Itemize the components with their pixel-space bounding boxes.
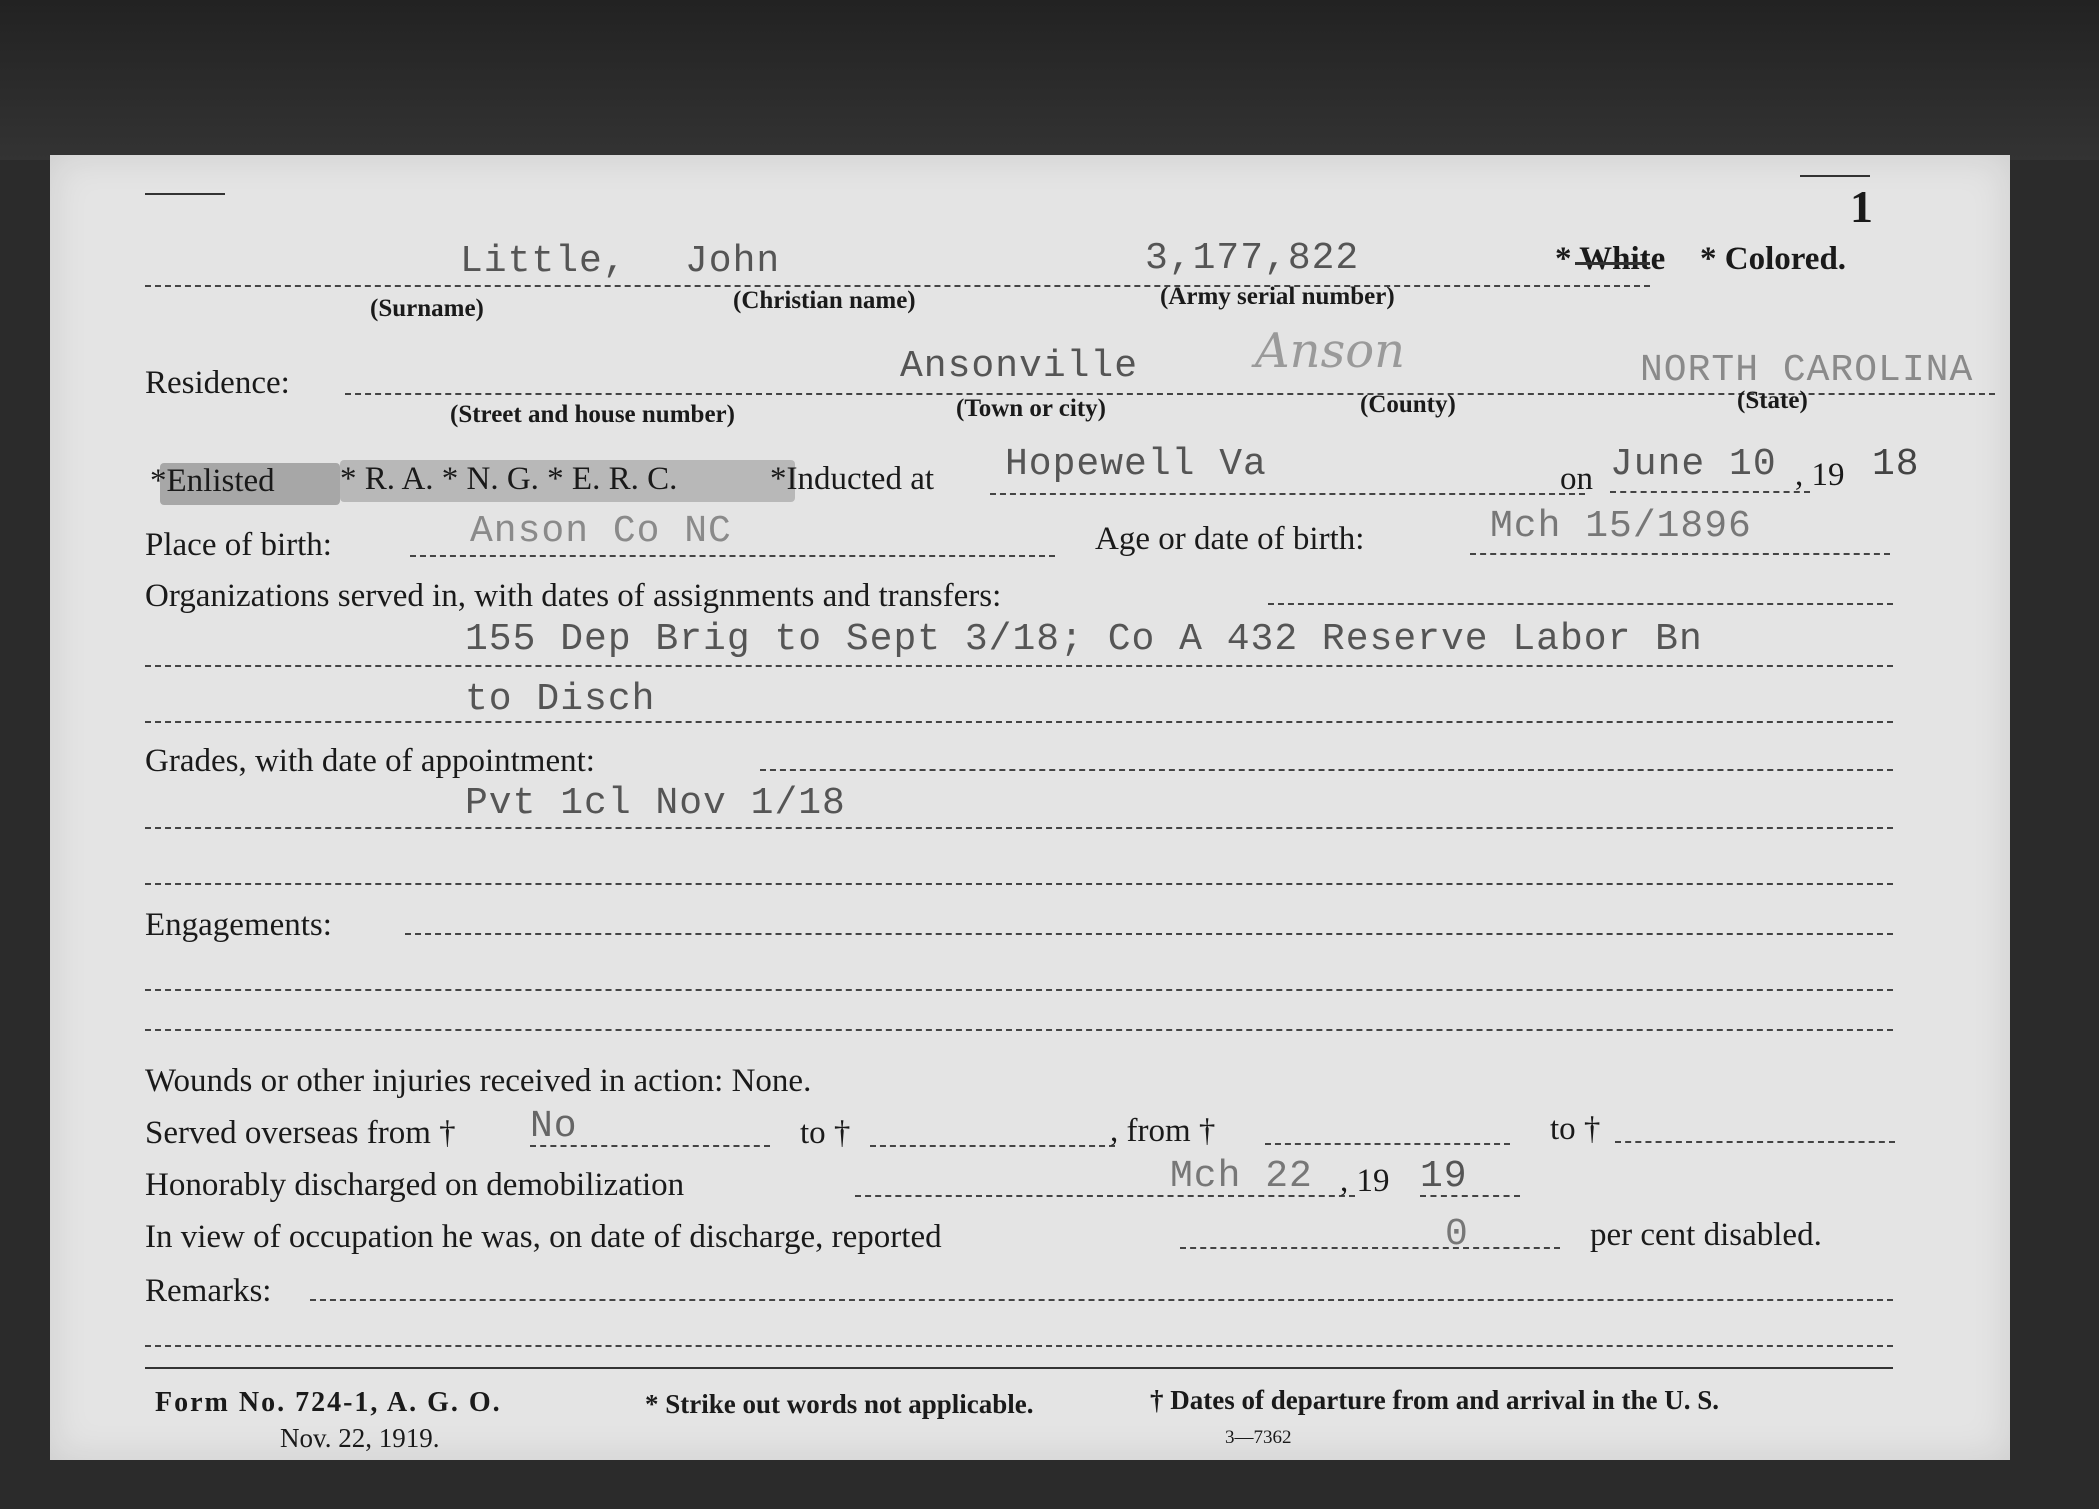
on-label: on [1560,461,1593,497]
residence-label: Residence: [145,365,290,401]
discharge-year-prefix: , 19 [1340,1163,1390,1199]
overseas-line-1 [530,1145,770,1147]
grades-line-1 [145,827,1893,829]
discharge-date-value: Mch 22 [1170,1155,1313,1198]
inducted-at-value: Hopewell Va [1005,443,1267,486]
disability-suffix: per cent disabled. [1590,1217,1822,1253]
record-card [50,155,2010,1460]
serial-number-value: 3,177,822 [1145,237,1360,280]
county-caption: (County) [1360,391,1456,418]
top-left-rule [145,193,225,195]
strike-note: * Strike out words not applicable. [645,1389,1034,1419]
card-number-rule [1800,175,1870,177]
grades-label: Grades, with date of appointment: [145,743,595,779]
serial-number-caption: (Army serial number) [1160,283,1395,310]
remarks-line-1 [310,1299,1893,1301]
christian-name-caption: (Christian name) [733,287,916,314]
residence-county-value: Anson [1255,323,1406,379]
race-white-strike [1575,262,1650,265]
discharge-year-value: 19 [1420,1155,1468,1198]
disability-label: In view of occupation he was, on date of discharge, reported [145,1219,942,1255]
disability-value: 0 [1445,1213,1469,1256]
discharge-label: Honorably discharged on demobilization [145,1167,685,1203]
inducted-line [990,493,1585,495]
enlisted-label: *Enlisted [150,463,275,499]
town-caption: (Town or city) [956,395,1106,422]
grades-value: Pvt 1cl Nov 1/18 [465,782,846,825]
age-label: Age or date of birth: [1095,521,1365,557]
footer-rule [145,1367,1893,1369]
overseas-line-4 [1615,1141,1895,1143]
induction-date-value: June 10 [1610,443,1777,486]
remarks-line-2 [145,1345,1893,1347]
age-line [1470,553,1890,555]
dates-note: † Dates of departure from and arrival in the U. S. [1150,1385,1719,1415]
place-of-birth-label: Place of birth: [145,527,332,563]
disability-line [1180,1247,1560,1249]
engagements-label: Engagements: [145,907,332,943]
place-of-birth-value: Anson Co NC [470,510,732,553]
induction-date-line [1610,491,1810,493]
overseas-to-2: to † [1550,1111,1601,1147]
state-caption: (State) [1737,387,1808,414]
overseas-from-2: , from † [1110,1113,1216,1149]
engagements-line-0 [405,933,1893,935]
grades-line-0 [760,769,1893,771]
card-number: 1 [1850,181,1873,232]
overseas-label: Served overseas from † [145,1115,456,1151]
surname-caption: (Surname) [370,295,484,322]
grades-line-2 [145,883,1893,885]
wounds-label: Wounds or other injuries received in action: None. [145,1063,812,1099]
place-of-birth-line [410,555,1055,557]
form-date: Nov. 22, 1919. [280,1423,440,1453]
organizations-line-2 [145,721,1893,723]
remarks-label: Remarks: [145,1273,272,1309]
engagements-line-1 [145,989,1893,991]
overseas-line-2 [870,1145,1115,1147]
print-code: 3—7362 [1225,1427,1292,1448]
form-number: Form No. 724-1, A. G. O. [155,1387,502,1418]
organizations-line-1 [145,665,1893,667]
residence-state-value: NORTH CAROLINA [1640,349,1974,392]
discharge-year-line [1420,1195,1520,1197]
surname-value: Little, [460,240,627,283]
street-caption: (Street and house number) [450,401,735,428]
engagements-line-2 [145,1029,1893,1031]
organizations-line-0 [1268,603,1893,605]
organizations-line-2-value: to Disch [465,678,656,721]
race-white: * White [1555,241,1666,277]
residence-town-value: Ansonville [900,345,1139,388]
overseas-line-3 [1265,1143,1510,1145]
scan-background [0,0,2099,160]
induction-year-prefix: , 19 [1795,457,1845,493]
overseas-value: No [530,1105,578,1148]
induction-year-value: 18 [1872,443,1920,486]
race-colored: * Colored. [1700,241,1847,277]
overseas-to-1: to † [800,1115,851,1151]
enlistment-options: * R. A. * N. G. * E. R. C. [340,461,678,497]
age-value: Mch 15/1896 [1490,505,1752,548]
inducted-label: *Inducted at [770,461,935,497]
christian-name-value: John [685,240,781,283]
organizations-label: Organizations served in, with dates of assignments and transfers: [145,578,1002,614]
organizations-line-1-value: 155 Dep Brig to Sept 3/18; Co A 432 Reserve Labor Bn [465,618,1703,661]
